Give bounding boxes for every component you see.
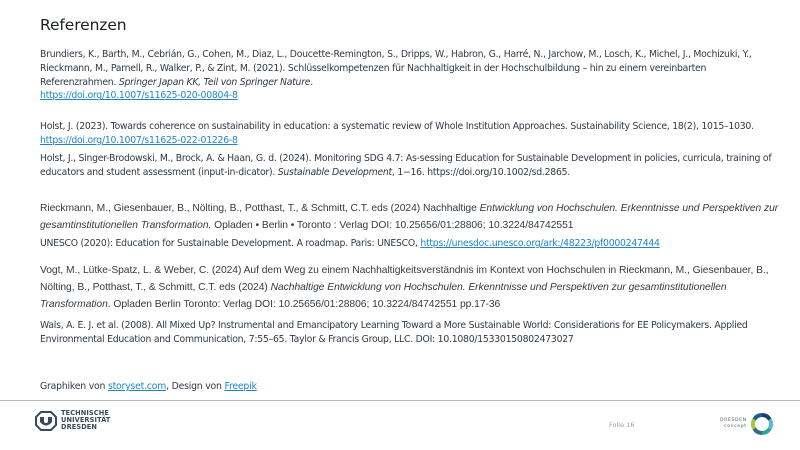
reference-text: Rieckmann, M., Giesenbauer, B., Nölting, B., Potthast, T., & Schmitt, C.T. eds (2024) Nachhaltige [40,203,480,214]
reference-vogt [40,262,780,313]
reference-italic: Springer Japan KK, Teil von Springer Nature [118,76,311,88]
reference-unesco [40,237,780,251]
storyset-link[interactable]: storyset.com [107,381,167,392]
reference-italic: Nachhaltige Entwicklung von Hochschulen. Erkenntnisse und Perspektiven zur gesamtinstitutionellen Transformation [40,282,727,310]
graphics-credits [40,381,257,392]
reference-url-link[interactable]: https://unesdoc.unesco.org/ark:/48223/pf0000247444 [420,238,660,249]
credits-prefix: Graphiken von [40,381,108,392]
reference-rieckmann [40,200,780,234]
reference-text: UNESCO (2020): Education for Sustainable Development. A roadmap. Paris: UNESCO, [40,238,421,249]
reference-italic: Entwicklung von Hochschulen. Erkenntnisse und Perspektiven zur gesamtinstitutionellen Transformation. [40,203,779,231]
reference-after: . Opladen Berlin Toronto: Verlag DOI: 10.25656/01:28806; 10.3224/84742551 pp.17-36 [107,299,501,310]
reference-holst-2023 [40,120,780,148]
dresden-concept-logo [720,412,774,436]
tu-dresden-logo [35,410,110,431]
reference-text: Holst, J. (2023). Towards coherence on sustainability in education: a systematic review of Whole Institution Approaches. Sustainability Science, 18(2), 1015–1030. [40,121,754,132]
reference-doi-link[interactable]: https://doi.org/10.1007/s11625-022-01226-8 [40,134,238,146]
reference-after: . [310,76,313,88]
reference-after: , 1−16. https://doi.org/10.1002/sd.2865. [391,166,570,178]
freepik-link[interactable]: Freepik [224,381,257,392]
tu-dresden-wordmark: TECHNISCHE UNIVERSITÄT DRESDEN [61,409,111,431]
reference-text: Holst, J., Singer-Brodowski, M., Brock, A. & Haan, G. d. (2024). Monitoring SDG 4.7: As-sessing Education for Sustainable Development in policies, curricula, training of educators and student assessment (input-in-dicator). [40,153,772,178]
reference-text: Vogt, M., Lütke-Spatz, L. & Weber, C. (2024) Auf dem Weg zu einem Nachhaltigkeitsverständnis im Kontext von Hochschulen in Rieckmann, M., Giesenbauer, B., Nölting, B., Potthast, T., & Schmitt, C.T. eds (2024) [40,265,769,293]
reference-wals [40,319,780,347]
dresden-concept-ring-icon [750,412,774,436]
reference-doi-link[interactable]: https://doi.org/10.1007/s11625-020-00804-8 [40,90,238,102]
reference-text: Wals, A. E. J. et al. (2008). All Mixed Up? Instrumental and Emancipatory Learning Toward a More Sustainable World: Considerations for EE Policymakers. Applied Environmental Education and Communication, 7:55–65. Taylor & Francis Group, LLC. DOI: 10.1080/15330150802473027 [40,320,748,345]
dresden-concept-wordmark: DRESDEN concept [720,418,747,429]
credits-middle: , Design von [166,381,225,392]
reference-after: Opladen • Berlin • Toronto : Verlag DOI: 10.25656/01:28806; 10.3224/84742551 [211,220,574,231]
reference-brundiers [40,48,780,103]
reference-italic: Sustainable Development [277,166,392,178]
tu-dresden-emblem-icon [35,411,57,431]
slide-number: Folie 16 [609,421,635,429]
reference-holst-2024 [40,152,780,180]
page-title: Referenzen [40,16,127,34]
reference-text: Brundiers, K., Barth, M., Cebrián, G., Cohen, M., Diaz, L., Doucette-Remington, S., Dripps, W., Habron, G., Harré, N., Jarchow, M., Losch, K., Michel, J., Mochizuki, Y., Rieckmann, M., Parnell, R., Walker, P., & Zint, M. (2021). Schlüsselkompetenzen für Nachhaltigkeit in der Hochschulbildung – hin zu einem vereinbarten Referenzrahmen. [40,49,752,88]
footer-divider [0,400,800,401]
